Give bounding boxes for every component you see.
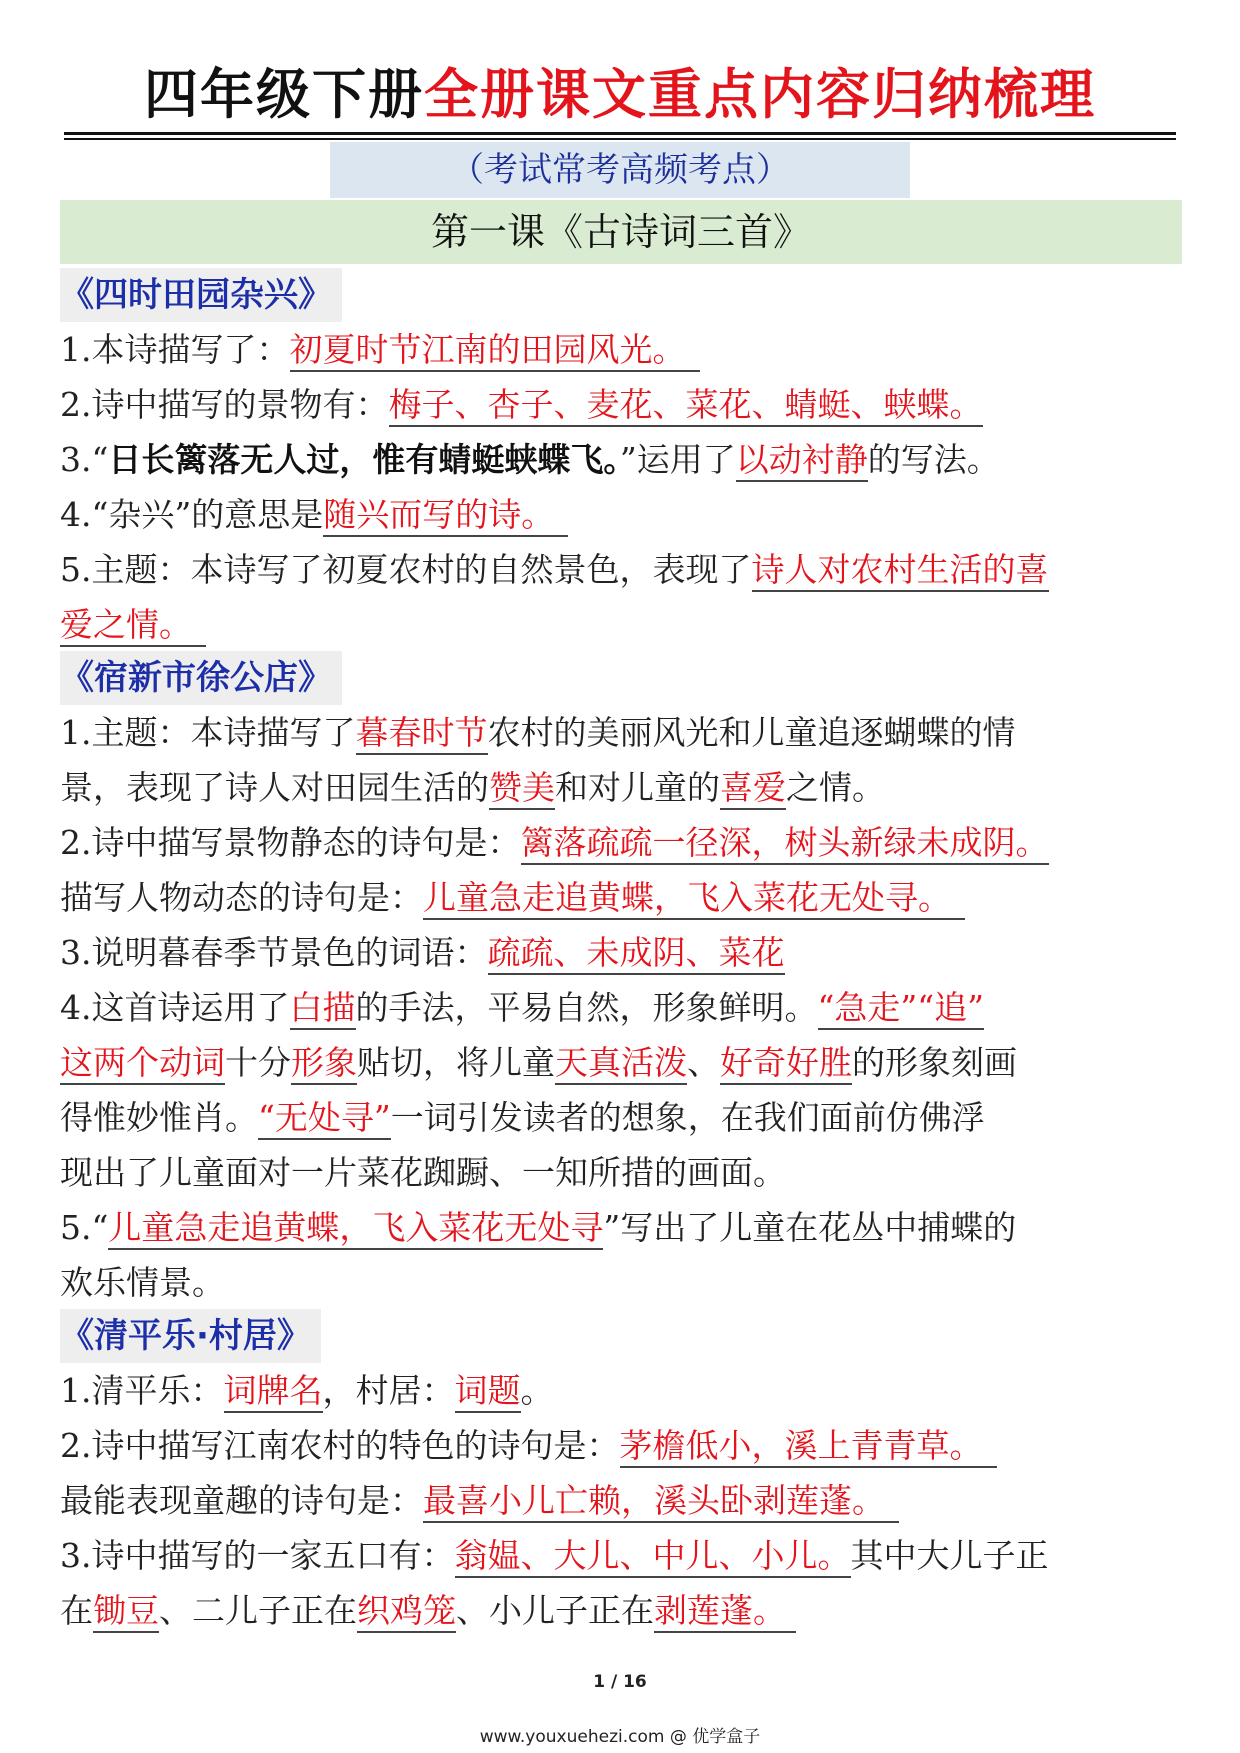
poem2-point-1-cont: 景，表现了诗人对田园生活的赞美和对儿童的喜爱之情。 — [60, 766, 1182, 810]
poem1-point-1: 1.本诗描写了：初夏时节江南的田园风光。 — [60, 328, 1182, 372]
poem1-point-5-cont: 爱之情。 — [60, 603, 1182, 647]
poem1-point-3: 3.“日长篱落无人过，惟有蜻蜓蛱蝶飞。”运用了以动衬静的写法。 — [60, 438, 1182, 482]
poem1-point-2: 2.诗中描写的景物有：梅子、杏子、麦花、菜花、蜻蜓、蛱蝶。 — [60, 383, 1182, 427]
poem2-point-2: 2.诗中描写景物静态的诗句是：篱落疏疏一径深，树头新绿未成阴。 — [60, 821, 1182, 865]
poem2-point-1: 1.主题：本诗描写了暮春时节农村的美丽风光和儿童追逐蝴蝶的情 — [60, 711, 1182, 755]
poem2-point-4-cont2: 得惟妙惟肖。“无处寻”一词引发读者的想象，在我们面前仿佛浮 — [60, 1096, 1182, 1140]
lesson-heading: 第一课《古诗词三首》 — [60, 200, 1182, 264]
poem2-point-5: 5.“儿童急走追黄蝶，飞入菜花无处寻”写出了儿童在花丛中捕蝶的 — [60, 1206, 1182, 1250]
poem3-point-2: 2.诗中描写江南农村的特色的诗句是：茅檐低小，溪上青青草。 — [60, 1424, 1182, 1468]
poem2-point-4-cont3: 现出了儿童面对一片菜花踟蹰、一知所措的画面。 — [60, 1153, 786, 1192]
title-rule-thin — [64, 138, 1176, 140]
poem2-point-5-cont: 欢乐情景。 — [60, 1263, 225, 1302]
title-topic: 全册课文重点内容归纳梳理 — [424, 63, 1096, 126]
poem1-point-4: 4.“杂兴”的意思是随兴而写的诗。 — [60, 493, 1182, 537]
poem3-point-2-cont: 最能表现童趣的诗句是：最喜小儿亡赖，溪头卧剥莲蓬。 — [60, 1479, 1182, 1523]
poem2-title: 《宿新市徐公店》 — [60, 651, 342, 705]
poem3-point-3-cont: 在锄豆、二儿子正在织鸡笼、小儿子正在剥莲蓬。 — [60, 1589, 1182, 1633]
footer-site-link[interactable]: www.youxuehezi.com @ 优学盒子 — [479, 1727, 761, 1747]
subtitle-banner: （考试常考高频考点） — [330, 142, 910, 198]
poem2-point-3: 3.说明暮春季节景色的词语：疏疏、未成阴、菜花 — [60, 931, 1182, 975]
poem2-point-4: 4.这首诗运用了白描的手法，平易自然，形象鲜明。“急走”“追” — [60, 986, 1182, 1030]
document-title — [0, 60, 1240, 130]
page-number: 1 / 16 — [593, 1672, 647, 1692]
poem3-point-1: 1.清平乐：词牌名，村居：词题。 — [60, 1369, 1182, 1413]
poem3-title: 《清平乐·村居》 — [60, 1309, 321, 1363]
poem1-title: 《四时田园杂兴》 — [60, 268, 342, 322]
poem2-point-4-cont: 这两个动词十分形象贴切，将儿童天真活泼、好奇好胜的形象刻画 — [60, 1041, 1182, 1085]
poem2-point-2-cont: 描写人物动态的诗句是：儿童急走追黄蝶，飞入菜花无处寻。 — [60, 876, 1182, 920]
poem1-point-5: 5.主题：本诗写了初夏农村的自然景色，表现了诗人对农村生活的喜 — [60, 548, 1182, 592]
poem3-point-3: 3.诗中描写的一家五口有：翁媪、大儿、中儿、小儿。其中大儿子正 — [60, 1534, 1182, 1578]
title-grade: 四年级下册 — [144, 63, 424, 126]
title-rule-thick — [64, 132, 1176, 135]
